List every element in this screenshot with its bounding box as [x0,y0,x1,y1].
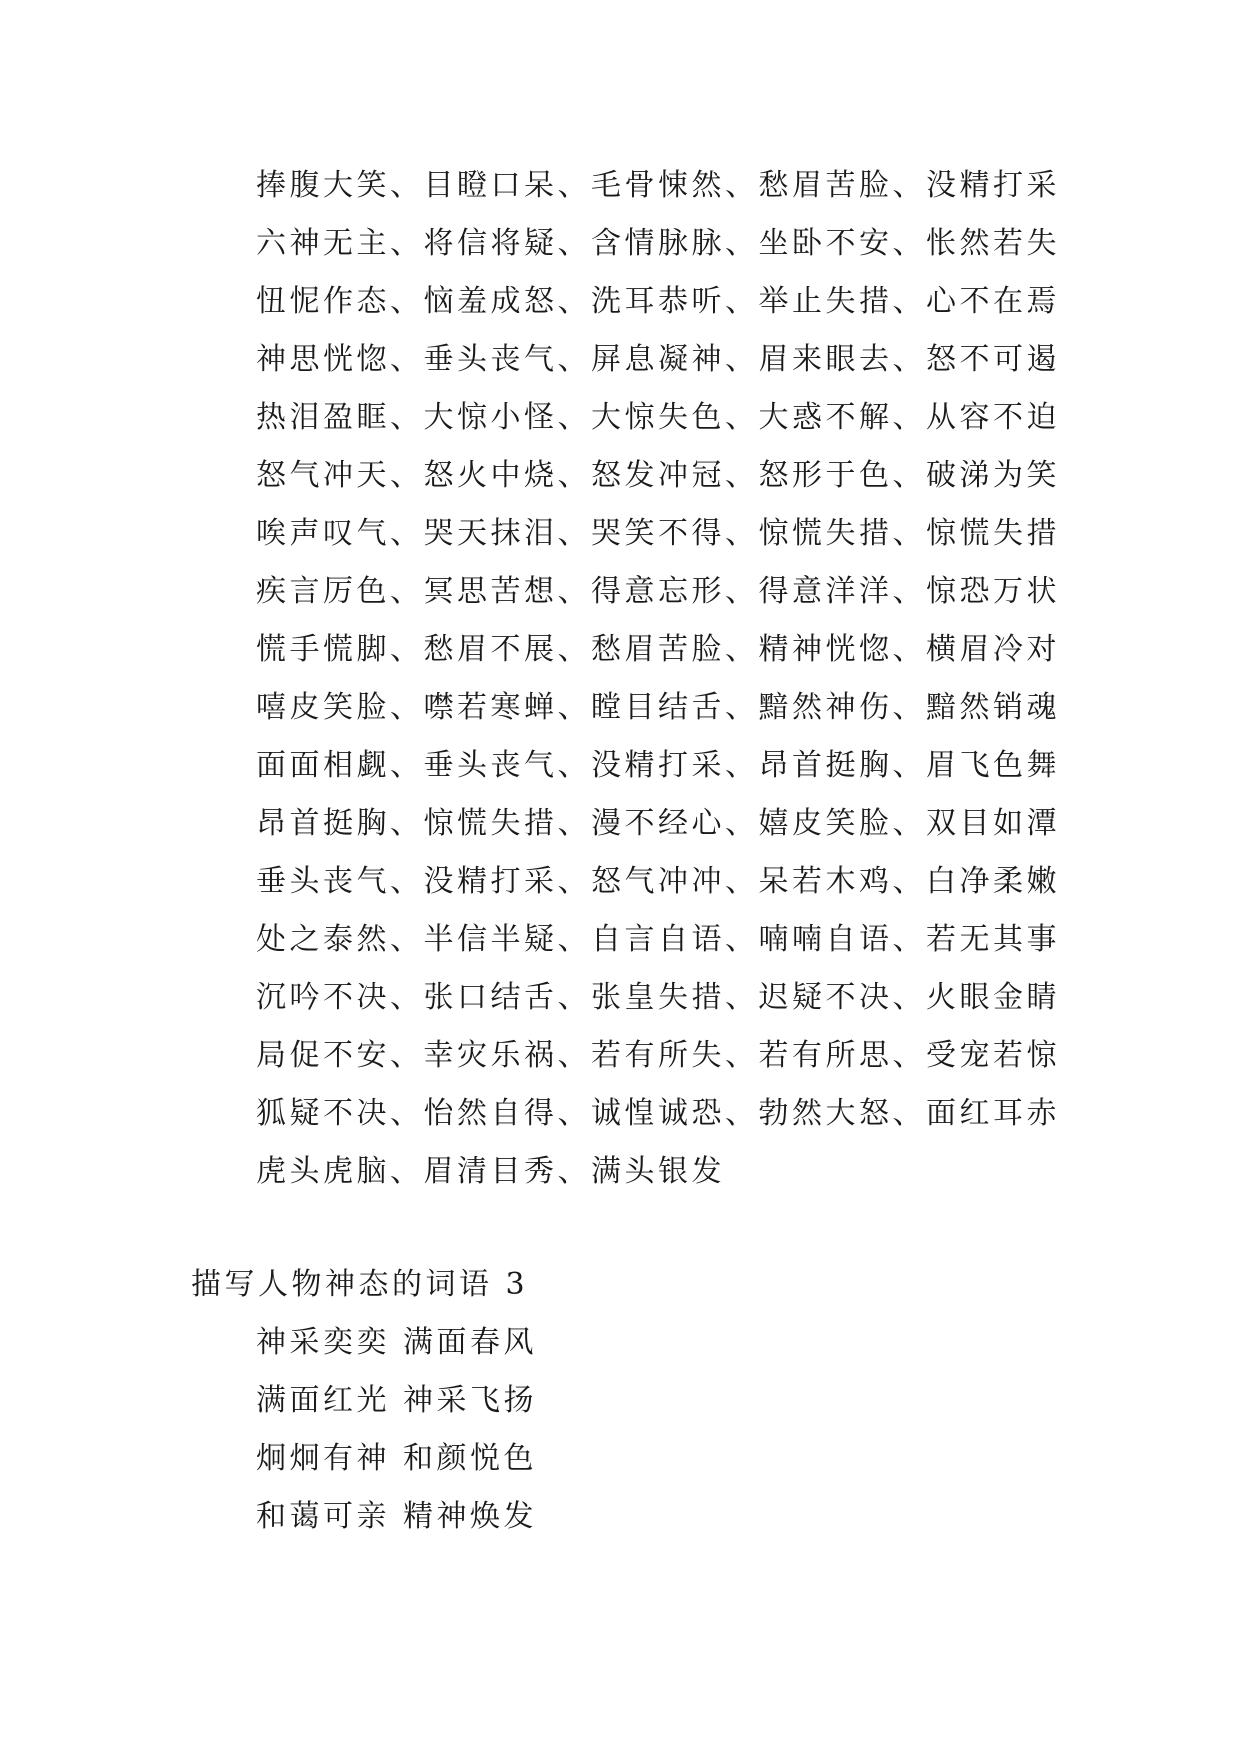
idiom-pair-line: 和蔼可亲 精神焕发 [256,1499,538,1534]
idiom-list [256,157,1076,1201]
idiom-line: 昂首挺胸、惊慌失措、漫不经心、嬉皮笑脸、双目如潭 [256,806,1060,841]
idiom-line: 狐疑不决、怡然自得、诚惶诚恐、勃然大怒、面红耳赤 [256,1096,1060,1131]
idiom-line: 疾言厉色、冥思苦想、得意忘形、得意洋洋、惊恐万状 [256,574,1060,609]
idiom-line: 忸怩作态、恼羞成怒、洗耳恭听、举止失措、心不在焉 [256,284,1060,319]
idiom-pair-line: 神采奕奕 满面春风 [256,1325,538,1360]
idiom-line: 局促不安、幸灾乐祸、若有所失、若有所思、受宠若惊 [256,1038,1060,1073]
idiom-line: 捧腹大笑、目瞪口呆、毛骨悚然、愁眉苦脸、没精打采 [256,168,1060,203]
idiom-line: 嘻皮笑脸、噤若寒蝉、瞠目结舌、黯然神伤、黯然销魂 [256,690,1060,725]
idiom-pair-list [256,1314,1076,1546]
idiom-line: 面面相觑、垂头丧气、没精打采、昂首挺胸、眉飞色舞 [256,748,1060,783]
idiom-line: 沉吟不决、张口结舌、张皇失措、迟疑不决、火眼金睛 [256,980,1060,1015]
idiom-line: 虎头虎脑、眉清目秀、满头银发 [256,1154,725,1189]
idiom-line: 垂头丧气、没精打采、怒气冲冲、呆若木鸡、白净柔嫩 [256,864,1060,899]
idiom-line: 慌手慌脚、愁眉不展、愁眉苦脸、精神恍惚、横眉冷对 [256,632,1060,667]
idiom-line: 热泪盈眶、大惊小怪、大惊失色、大惑不解、从容不迫 [256,400,1060,435]
idiom-pair-line: 炯炯有神 和颜悦色 [256,1441,538,1476]
idiom-pair-line: 满面红光 神采飞扬 [256,1383,538,1418]
idiom-line: 怒气冲天、怒火中烧、怒发冲冠、怒形于色、破涕为笑 [256,458,1060,493]
idiom-line: 处之泰然、半信半疑、自言自语、喃喃自语、若无其事 [256,922,1060,957]
idiom-line: 神思恍惚、垂头丧气、屏息凝神、眉来眼去、怒不可遏 [256,342,1060,377]
section-heading: 描写人物神态的词语 3 [191,1267,529,1302]
idiom-line: 六神无主、将信将疑、含情脉脉、坐卧不安、怅然若失 [256,226,1060,261]
idiom-line: 唉声叹气、哭天抹泪、哭笑不得、惊慌失措、惊慌失措 [256,516,1060,551]
